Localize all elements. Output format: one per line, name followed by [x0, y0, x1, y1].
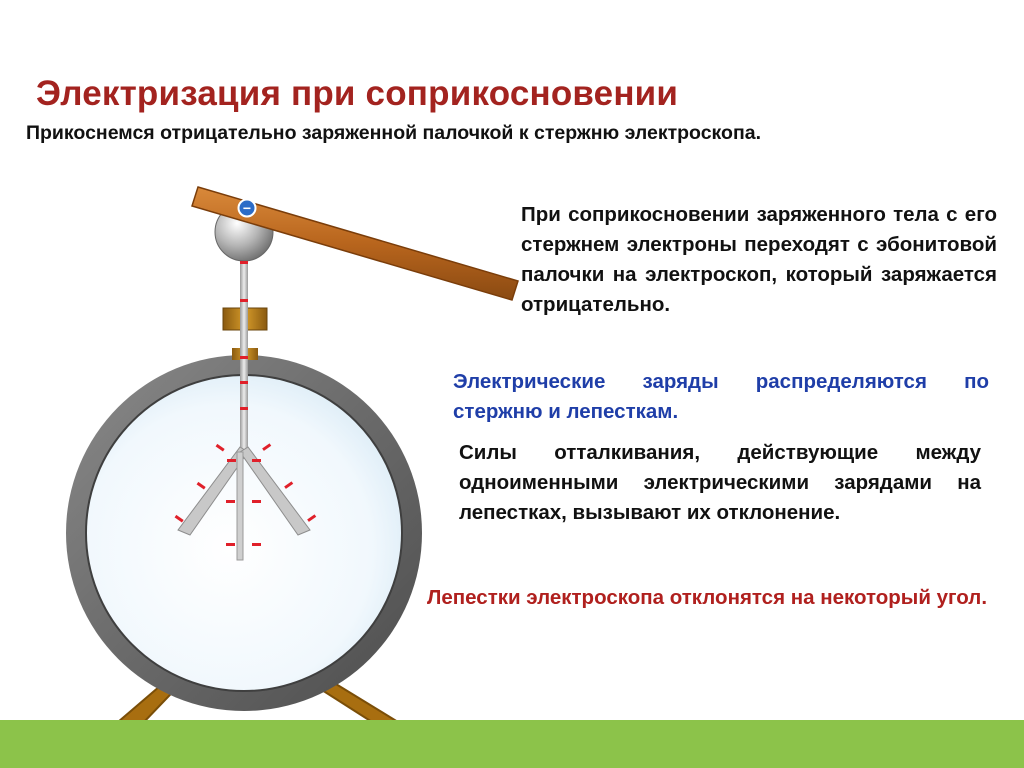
- rod-charge-mark: [240, 381, 248, 384]
- explanation-contact: При соприкосновении заряженного тела с его стержнем электроны переходят с эбонитовой палочки на электроскоп, который заряжается отрицательно.: [521, 203, 997, 316]
- slide-title: Электризация при соприкосновении: [36, 74, 679, 113]
- explanation-deflection: Лепестки электроскопа отклонятся на некоторый угол.: [427, 586, 988, 609]
- rod-charge-mark: [240, 407, 248, 410]
- explanation-repulsion: Силы отталкивания, действующие между одноименными электрическими зарядами на лепестках, вызывают их отклонение.: [459, 441, 981, 524]
- leaf-charge-mark: [226, 500, 235, 503]
- ground-strip: [0, 720, 1024, 768]
- leaf-charge-mark: [227, 459, 236, 462]
- leaf-charge-mark: [252, 543, 261, 546]
- rod-charge-mark: [240, 261, 248, 264]
- rod-charge-mark: [240, 356, 248, 359]
- center-strip: [237, 452, 243, 560]
- explanation-distribution: Электрические заряды распределяются по стержню и лепесткам.: [453, 370, 989, 423]
- electroscope-rod: [240, 250, 248, 450]
- leaf-charge-mark: [226, 543, 235, 546]
- leaf-charge-mark: [252, 500, 261, 503]
- rod-charge-mark: [240, 299, 248, 302]
- slide-subtitle: Прикоснемся отрицательно заряженной палочкой к стержню электроскопа.: [26, 122, 762, 144]
- leaf-charge-mark: [252, 459, 261, 462]
- stick-charge-sign: −: [242, 200, 252, 216]
